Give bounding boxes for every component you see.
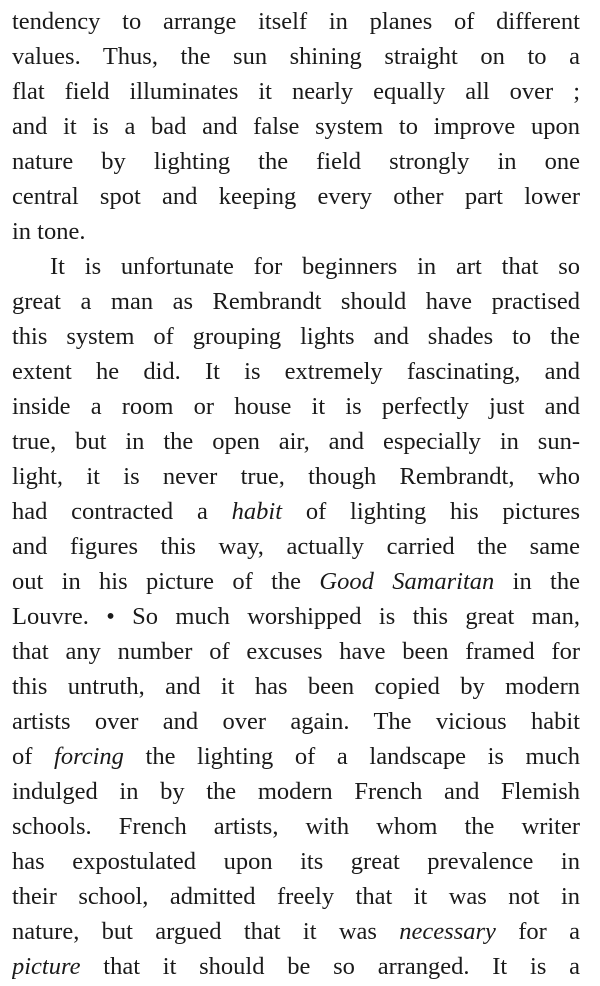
text-line-14 (12, 459, 580, 494)
text-line-25 (12, 844, 580, 879)
text-line-22 (12, 739, 580, 774)
text-line-19 (12, 634, 580, 669)
text-segment: their school, admitted freely that it was not in (12, 883, 580, 910)
italic-segment: picture (12, 953, 81, 980)
text-segment: in tone. (12, 218, 86, 245)
text-segment: the lighting of a landscape is much (123, 743, 580, 770)
text-segment: light, it is never true, though Rembrandt, who (12, 463, 580, 490)
text-segment: that any number of excuses have been framed for (12, 638, 580, 665)
text-segment: that it should be so arranged. It is a (80, 953, 580, 980)
text-line-4 (12, 109, 580, 144)
text-line-20 (12, 669, 580, 704)
text-segment: this untruth, and it has been copied by modern (12, 673, 580, 700)
text-segment: values. Thus, the sun shining straight on to a (12, 43, 580, 70)
text-segment: schools. French artists, with whom the writer (12, 813, 580, 840)
italic-segment: necessary (399, 918, 496, 945)
text-segment: this system of grouping lights and shades to the (12, 323, 580, 350)
text-line-26 (12, 879, 580, 914)
text-segment: central spot and keeping every other part lower (12, 183, 580, 210)
text-segment: and figures this way, actually carried the same (12, 533, 580, 560)
text-segment: nature, but argued that it was (12, 918, 400, 945)
text-line-6 (12, 179, 580, 214)
text-segment: had contracted a (12, 498, 232, 525)
text-line-16 (12, 529, 580, 564)
text-segment: indulged in by the modern French and Flemish (12, 778, 580, 805)
text-line-13 (12, 424, 580, 459)
italic-segment: forcing (54, 743, 124, 770)
text-segment: nature by lighting the field strongly in one (12, 148, 580, 175)
text-line-17 (12, 564, 580, 599)
text-line-28 (12, 949, 580, 984)
text-segment: of (12, 743, 55, 770)
text-segment: in the (494, 568, 580, 595)
text-line-3 (12, 74, 580, 109)
text-line-8 (50, 249, 580, 284)
text-line-9 (12, 284, 580, 319)
text-line-15 (12, 494, 580, 529)
text-line-2 (12, 39, 580, 74)
text-line-7 (12, 214, 580, 249)
text-line-23 (12, 774, 580, 809)
text-segment: flat field illuminates it nearly equally all over ; (12, 78, 580, 105)
italic-segment: habit (231, 498, 283, 525)
text-line-10 (12, 319, 580, 354)
text-line-27 (12, 914, 580, 949)
text-segment: inside a room or house it is perfectly just and (12, 393, 580, 420)
text-segment: true, but in the open air, and especially in sun- (12, 428, 580, 455)
text-segment: has expostulated upon its great prevalence in (12, 848, 580, 875)
text-segment: great a man as Rembrandt should have practised (12, 288, 580, 315)
text-segment: It is unfortunate for beginners in art that so (50, 253, 580, 280)
text-segment: of lighting his pictures (282, 498, 580, 525)
italic-segment: Good Samaritan (319, 568, 495, 595)
text-segment: Louvre. • So much worshipped is this great man, (12, 603, 580, 630)
text-line-11 (12, 354, 580, 389)
text-line-24 (12, 809, 580, 844)
text-line-21 (12, 704, 580, 739)
text-segment: artists over and over again. The vicious habit (12, 708, 580, 735)
text-segment: and it is a bad and false system to improve upon (12, 113, 580, 140)
text-segment: tendency to arrange itself in planes of different (12, 8, 580, 35)
text-segment: out in his picture of the (12, 568, 320, 595)
text-line-18 (12, 599, 580, 634)
text-segment: extent he did. It is extremely fascinating, and (12, 358, 580, 385)
text-line-12 (12, 389, 580, 424)
text-line-1 (12, 4, 580, 39)
text-line-5 (12, 144, 580, 179)
text-segment: for a (495, 918, 580, 945)
